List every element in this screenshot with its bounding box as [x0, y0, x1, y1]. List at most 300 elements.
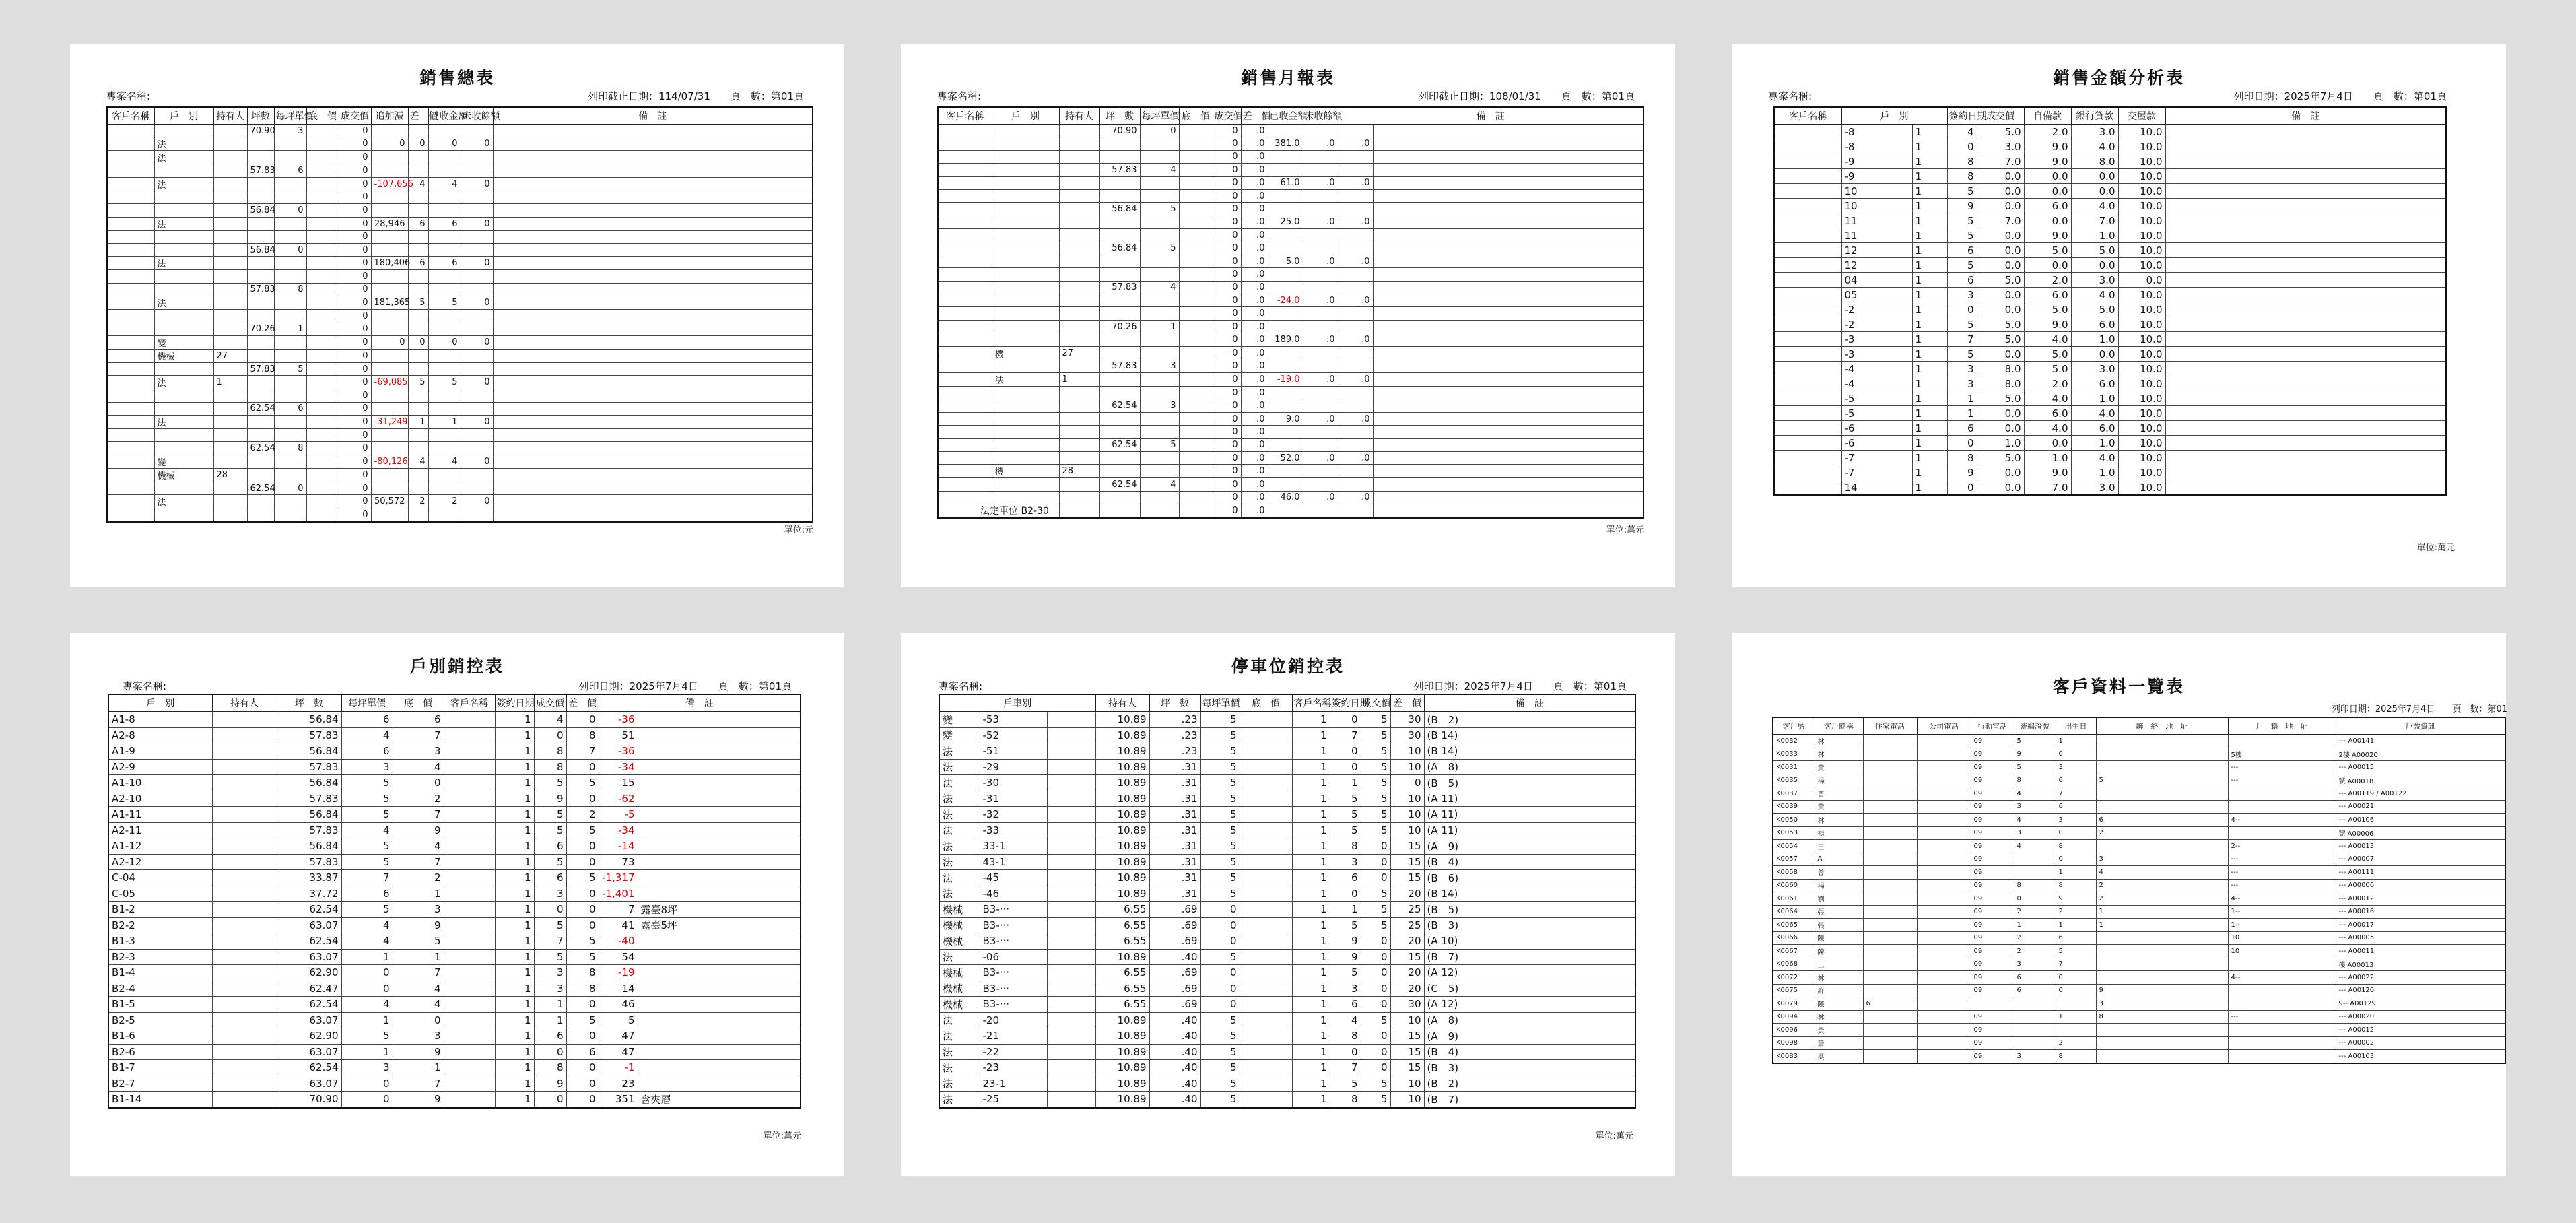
table-cell	[461, 508, 493, 522]
table-cell	[212, 775, 277, 791]
table-cell: 0.0	[2024, 169, 2071, 184]
table-cell: 陳	[1815, 945, 1863, 958]
table-cell	[306, 389, 339, 402]
table-cell: 10.0	[2118, 451, 2165, 465]
table-cell: 0	[1213, 360, 1241, 372]
table-cell: 4	[2014, 814, 2056, 827]
column-header: 差 價	[1390, 694, 1424, 712]
table-cell: 5	[1361, 759, 1390, 775]
table-cell: A1-8	[108, 712, 212, 728]
table-cell: 62.54	[247, 402, 274, 415]
table-cell	[1863, 945, 1917, 958]
table-cell: 9	[1947, 199, 1977, 213]
table-cell	[212, 822, 277, 838]
table-cell: 09	[1971, 866, 2014, 880]
table-cell: .0	[1241, 478, 1268, 491]
table-cell	[1268, 399, 1303, 412]
table-cell: 3	[341, 759, 393, 775]
table-cell	[1240, 965, 1292, 981]
table-row	[107, 495, 813, 508]
table-row	[107, 389, 813, 402]
table-cell	[1179, 426, 1213, 438]
table-cell: 10.0	[2118, 465, 2165, 480]
table-cell: 法	[154, 217, 213, 230]
table-cell: 62.54	[1099, 438, 1140, 451]
table-cell: -2	[1841, 302, 1912, 317]
table-cell	[1774, 273, 1841, 288]
table-cell	[1863, 787, 1917, 801]
table-cell	[2165, 199, 2446, 213]
table-cell	[1863, 735, 1917, 748]
table-cell: -23	[980, 1060, 1047, 1076]
table-cell	[1179, 281, 1213, 294]
table-cell: 57.83	[1099, 164, 1140, 176]
table-cell: 0	[274, 204, 306, 217]
table-row	[1774, 288, 2446, 302]
table-cell	[938, 465, 992, 478]
table-cell	[1774, 376, 1841, 391]
table-cell: --- A00103	[2336, 1050, 2505, 1063]
table-cell: 0	[1213, 373, 1241, 387]
table-cell	[107, 125, 154, 137]
table-cell: 0	[1213, 137, 1241, 150]
table-cell: 0	[1361, 949, 1390, 965]
table-cell	[1268, 438, 1303, 451]
table-cell: 0	[1213, 438, 1241, 451]
table-cell	[247, 257, 274, 270]
table-cell	[638, 1060, 801, 1076]
table-cell: (B 2)	[1424, 712, 1635, 728]
table-cell: -9	[1841, 154, 1912, 169]
table-row	[1774, 139, 2446, 154]
table-cell: 1	[1912, 139, 1947, 154]
table-cell: 63.07	[277, 949, 341, 965]
table-cell: 0	[339, 389, 371, 402]
table-row	[939, 1092, 1635, 1108]
table-cell: K0068	[1773, 958, 1815, 971]
table-cell	[428, 323, 461, 335]
table-cell	[1047, 1044, 1095, 1060]
table-cell	[1047, 1012, 1095, 1028]
table-cell	[1917, 826, 1971, 840]
table-cell	[1059, 320, 1099, 333]
table-cell: .31	[1149, 775, 1200, 791]
table-cell	[1099, 491, 1140, 504]
table-cell	[306, 402, 339, 415]
unit-label: 單位:萬元	[2416, 543, 2455, 553]
table-cell: .0	[1241, 412, 1268, 425]
table-cell: 5	[1330, 965, 1361, 981]
table-cell: 1	[2056, 866, 2096, 880]
table-cell	[1917, 774, 1971, 787]
table-cell: 0	[339, 283, 371, 296]
table-cell	[1059, 491, 1099, 504]
table-cell	[213, 455, 247, 468]
table-cell: 1	[1292, 822, 1330, 838]
table-cell	[938, 125, 992, 137]
table-cell: 25.0	[1268, 216, 1303, 228]
table-cell: K0065	[1773, 919, 1815, 932]
table-cell: 0	[461, 416, 493, 429]
table-cell	[444, 1092, 495, 1108]
table-cell: -1,401	[599, 886, 638, 902]
table-cell: 5樓	[2228, 748, 2336, 761]
table-cell: 73	[599, 854, 638, 870]
table-cell	[461, 310, 493, 323]
table-cell	[1373, 203, 1643, 216]
table-cell	[1373, 125, 1643, 137]
table-cell: 1	[1912, 169, 1947, 184]
table-cell: 09	[1971, 892, 2014, 906]
table-cell	[408, 204, 428, 217]
table-cell	[2228, 1024, 2336, 1037]
table-row	[108, 933, 801, 950]
table-cell	[493, 442, 813, 455]
table-cell: 3	[393, 1028, 444, 1045]
table-cell: 0	[1213, 294, 1241, 307]
table-cell	[1140, 216, 1179, 228]
table-cell: .0	[1338, 373, 1373, 387]
table-row	[938, 333, 1643, 346]
table-cell	[1863, 826, 1917, 840]
table-cell: 0	[339, 164, 371, 177]
table-cell: 8	[2096, 1010, 2228, 1024]
table-cell	[212, 917, 277, 933]
table-cell	[213, 164, 247, 177]
table-row	[108, 1012, 801, 1028]
report-table	[937, 106, 1644, 519]
table-cell: 0	[1361, 997, 1390, 1013]
table-cell	[1240, 981, 1292, 997]
column-header: 客戶號	[1773, 717, 1815, 735]
table-cell: 4	[341, 822, 393, 838]
table-cell	[1268, 360, 1303, 372]
table-cell: 10.0	[2118, 199, 2165, 213]
column-header: 備 註	[493, 107, 813, 125]
table-cell: 5	[1361, 743, 1390, 760]
table-cell: 5	[1361, 1076, 1390, 1092]
table-cell	[1047, 949, 1095, 965]
table-cell: .40	[1149, 1060, 1200, 1076]
table-cell: 5	[1361, 822, 1390, 838]
table-cell: 10.0	[2118, 421, 2165, 436]
table-cell	[247, 296, 274, 310]
table-cell: 12	[1841, 258, 1912, 273]
table-cell	[992, 203, 1059, 216]
table-cell: -51	[980, 743, 1047, 760]
table-cell: B1-4	[108, 965, 212, 981]
table-cell: -52	[980, 727, 1047, 743]
table-cell: 張	[1815, 919, 1863, 932]
table-cell	[992, 255, 1059, 267]
table-cell: 4.0	[2024, 332, 2071, 347]
table-cell: 5	[1330, 807, 1361, 823]
table-cell: .40	[1149, 1076, 1200, 1092]
table-cell	[306, 468, 339, 482]
table-cell: .0	[1241, 189, 1268, 202]
table-cell	[1179, 491, 1213, 504]
table-cell: 3	[1947, 376, 1977, 391]
column-header: 成交價	[1361, 694, 1390, 712]
table-cell	[2228, 1050, 2336, 1063]
table-cell	[213, 508, 247, 522]
table-cell: 0	[339, 296, 371, 310]
table-cell: 法	[939, 1076, 980, 1092]
table-cell: 0	[371, 335, 408, 349]
table-cell: 5	[1200, 854, 1240, 870]
table-cell	[1240, 917, 1292, 933]
table-cell: .0	[1338, 255, 1373, 267]
table-cell: --- A00022	[2336, 971, 2505, 985]
table-cell	[461, 125, 493, 137]
table-cell: 2	[2096, 879, 2228, 892]
table-cell	[444, 838, 495, 855]
table-row	[939, 981, 1635, 997]
table-cell: 11	[1841, 213, 1912, 228]
table-cell: 0.0	[1977, 228, 2024, 243]
table-cell	[408, 442, 428, 455]
table-cell	[213, 257, 247, 270]
table-cell: 0.0	[1977, 243, 2024, 258]
table-cell: .0	[1241, 320, 1268, 333]
table-cell	[2165, 465, 2446, 480]
table-cell: 0	[2014, 892, 2056, 906]
page-title: 停車位銷控表	[1231, 657, 1345, 676]
table-cell: 0	[566, 1076, 599, 1092]
table-cell: 1	[1292, 1092, 1330, 1108]
table-cell	[408, 508, 428, 522]
table-cell: 04	[1841, 273, 1912, 288]
table-cell	[1047, 965, 1095, 981]
table-cell: 4--	[2228, 814, 2336, 827]
table-row	[1774, 376, 2446, 391]
table-cell	[1863, 905, 1917, 919]
table-cell: A1-11	[108, 807, 212, 823]
table-cell	[493, 482, 813, 494]
table-cell	[1240, 727, 1292, 743]
table-cell	[444, 997, 495, 1013]
table-cell: K0032	[1773, 735, 1815, 748]
table-cell: 0	[428, 137, 461, 151]
table-cell	[247, 429, 274, 442]
table-cell	[493, 349, 813, 362]
table-cell: 10.0	[2118, 213, 2165, 228]
table-cell: 4	[534, 712, 566, 728]
table-cell	[1099, 137, 1140, 150]
table-row	[108, 822, 801, 838]
table-cell	[274, 468, 306, 482]
table-cell: B2-4	[108, 981, 212, 997]
table-cell: 5.0	[2024, 347, 2071, 362]
table-cell	[938, 333, 992, 346]
table-cell: 57.83	[277, 854, 341, 870]
table-cell: .0	[1241, 216, 1268, 228]
table-cell	[461, 362, 493, 375]
table-cell: -1,317	[599, 870, 638, 886]
table-row	[107, 482, 813, 494]
column-header: 備 註	[599, 694, 801, 712]
table-row	[1774, 391, 2446, 406]
table-cell: B1-5	[108, 997, 212, 1013]
table-cell	[1338, 164, 1373, 176]
footnote: 法定車位 B2-30	[980, 506, 1049, 517]
table-cell: 7	[1947, 332, 1977, 347]
table-row	[108, 838, 801, 855]
table-cell	[1303, 203, 1338, 216]
table-cell: 法	[939, 870, 980, 886]
table-cell: 09	[1971, 774, 2014, 787]
table-cell: 6	[534, 838, 566, 855]
column-header: 成交價	[534, 694, 566, 712]
table-cell	[1338, 478, 1373, 491]
table-cell	[1917, 971, 1971, 985]
table-cell	[1140, 268, 1179, 281]
table-cell	[213, 243, 247, 256]
table-cell: 10.0	[2118, 243, 2165, 258]
table-cell	[428, 429, 461, 442]
table-cell: 0	[339, 455, 371, 468]
table-cell	[408, 389, 428, 402]
table-cell: 王	[1815, 958, 1863, 971]
table-row	[939, 854, 1635, 870]
table-cell: 1	[2014, 919, 2056, 932]
table-cell: 5	[1361, 886, 1390, 902]
table-cell	[1373, 426, 1643, 438]
table-cell	[638, 1044, 801, 1060]
table-row	[939, 1028, 1635, 1045]
table-cell: 1	[1912, 184, 1947, 199]
table-row	[107, 508, 813, 522]
table-cell	[1917, 984, 1971, 997]
table-cell	[493, 243, 813, 256]
column-header: 聯 絡 地 址	[2096, 717, 2228, 735]
table-cell	[1338, 203, 1373, 216]
table-cell	[493, 429, 813, 442]
table-cell	[1268, 229, 1303, 242]
report-table	[1773, 106, 2447, 496]
table-cell: 0	[461, 495, 493, 508]
table-cell: 09	[1971, 1024, 2014, 1037]
table-cell: -29	[980, 759, 1047, 775]
table-cell	[461, 191, 493, 203]
table-cell: 1	[1947, 406, 1977, 421]
table-cell: 0	[339, 362, 371, 375]
table-cell	[1303, 387, 1338, 399]
table-cell	[938, 478, 992, 491]
table-cell	[1268, 307, 1303, 320]
table-cell: --- A00013	[2336, 840, 2505, 853]
table-cell: .0	[1303, 451, 1338, 464]
table-cell: .0	[1241, 150, 1268, 163]
table-cell: 6.0	[2071, 376, 2118, 391]
table-cell: B2-7	[108, 1076, 212, 1092]
table-cell	[1373, 504, 1643, 518]
table-cell	[992, 137, 1059, 150]
table-cell	[1917, 840, 1971, 853]
table-cell: 10	[1390, 743, 1424, 760]
table-row	[108, 854, 801, 870]
table-cell: 機械	[939, 965, 980, 981]
table-cell	[408, 243, 428, 256]
table-cell	[992, 216, 1059, 228]
table-cell: 0	[566, 1060, 599, 1076]
table-cell	[408, 482, 428, 494]
table-cell	[1917, 1050, 1971, 1063]
table-cell: 0	[566, 1028, 599, 1045]
table-cell: 1	[213, 376, 247, 389]
table-cell: -6	[1841, 436, 1912, 451]
table-cell: 62.54	[247, 442, 274, 455]
table-cell	[1059, 242, 1099, 255]
table-cell: 5.0	[2024, 302, 2071, 317]
table-cell: .0	[1241, 438, 1268, 451]
table-cell: 變	[939, 727, 980, 743]
table-cell: 8	[274, 442, 306, 455]
table-row	[1773, 774, 2505, 787]
table-cell	[213, 283, 247, 296]
table-cell: 5	[428, 296, 461, 310]
table-row	[939, 997, 1635, 1013]
table-cell	[371, 230, 408, 243]
table-row	[938, 150, 1643, 163]
table-cell	[107, 164, 154, 177]
table-cell: 0	[1213, 412, 1241, 425]
table-cell	[1373, 307, 1643, 320]
table-cell	[1774, 347, 1841, 362]
table-cell: 10.0	[2118, 317, 2165, 332]
table-cell	[306, 376, 339, 389]
column-header: 底 價	[1179, 107, 1213, 125]
table-row	[1773, 879, 2505, 892]
table-row	[1774, 436, 2446, 451]
table-cell	[212, 965, 277, 981]
table-cell	[493, 310, 813, 323]
table-cell	[1179, 451, 1213, 464]
table-cell: 機械	[154, 468, 213, 482]
table-cell: 0.0	[2071, 258, 2118, 273]
table-cell: 0	[1200, 981, 1240, 997]
report-page-unit-sales-control	[70, 633, 844, 1176]
table-cell	[1303, 478, 1338, 491]
table-cell: 5	[534, 854, 566, 870]
table-cell: 0	[393, 775, 444, 791]
table-row	[1773, 1010, 2505, 1024]
table-cell: .31	[1149, 759, 1200, 775]
table-cell: 0	[339, 402, 371, 415]
table-cell: 9	[1330, 933, 1361, 950]
table-cell	[992, 438, 1059, 451]
table-cell	[247, 389, 274, 402]
table-cell: 號 A00006	[2336, 826, 2505, 840]
table-cell: 10.0	[2118, 406, 2165, 421]
table-cell	[306, 442, 339, 455]
column-header: 備 註	[2165, 107, 2446, 125]
table-cell	[1179, 137, 1213, 150]
table-row	[107, 349, 813, 362]
table-header-row	[1774, 107, 2446, 125]
table-cell: 4	[393, 997, 444, 1013]
table-cell	[274, 508, 306, 522]
table-cell: 05	[1841, 288, 1912, 302]
table-cell: 8	[566, 965, 599, 981]
table-cell	[461, 270, 493, 283]
table-cell: 0	[1213, 333, 1241, 346]
table-cell: 0	[339, 442, 371, 455]
table-cell: 10	[1390, 807, 1424, 823]
table-cell: 0.0	[1977, 288, 2024, 302]
table-cell: 蕭	[1815, 1036, 1863, 1050]
table-cell	[1917, 853, 1971, 866]
